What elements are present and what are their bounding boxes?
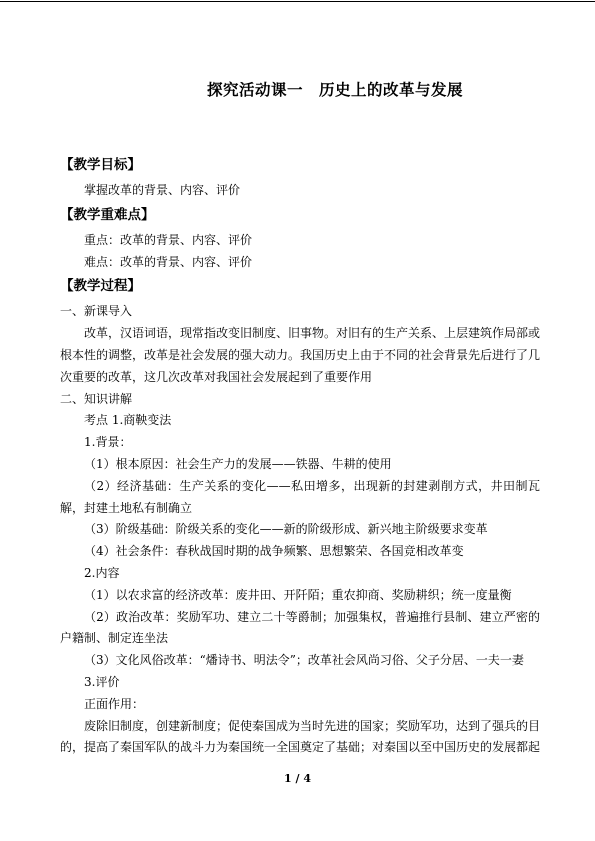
process-heading: 【教学过程】 <box>60 278 141 295</box>
page-number: 1 / 4 <box>284 772 311 785</box>
evaluation-positive-label: 正面作用： <box>84 696 145 711</box>
background-item-1: （1）根本原因：社会生产力的发展——铁器、牛耕的使用 <box>84 456 392 471</box>
content-item-2: （2）政治改革：奖励军功、建立二十等爵制；加强集权，普遍推行县制、建立严密的户籍制、制定连坐法 <box>60 609 540 646</box>
key-point: 重点：改革的背景、内容、评价 <box>84 232 253 247</box>
background-heading: 1.背景： <box>84 435 132 450</box>
intro-paragraph: 改革，汉语词语，现常指改变旧制度、旧事物。对旧有的生产关系、上层建筑作局部或根本性的调整，改革是社会发展的强大动力。我国历史上由于不同的社会背景先后进行了几次重要的改革，这几次改革对我国社会发展起到了重要作用 <box>60 326 541 384</box>
content-item-1: （1）以农求富的经济改革：废井田、开阡陌；重农抑商、奖励耕织；统一度量衡 <box>84 587 512 602</box>
goal-text: 掌握改革的背景、内容、评价 <box>84 183 241 197</box>
section-intro-heading: 一、新课导入 <box>60 304 133 319</box>
evaluation-heading: 3.评价 <box>84 674 120 689</box>
topic-1-heading: 考点 1.商鞅变法 <box>84 413 172 428</box>
evaluation-text: 废除旧制度，创建新制度；促使秦国成为当时先进的国家；奖励军功，达到了强兵的目的，提高了秦国军队的战斗力为秦国统一全国奠定了基础；对秦国以至中国历史的发展都起 <box>60 718 541 755</box>
difficult-point: 难点：改革的背景、内容、评价 <box>84 254 253 269</box>
content-item-3: （3）文化风俗改革：“燔诗书、明法令”；改革社会风尚习俗、父子分居、一夫一妻 <box>84 653 524 668</box>
goal-heading: 【教学目标】 <box>60 157 141 173</box>
key-heading: 【教学重难点】 <box>60 206 155 223</box>
top-rule <box>0 1 595 2</box>
section-knowledge-heading: 二、知识讲解 <box>60 391 133 406</box>
content-heading: 2.内容 <box>84 565 120 580</box>
document-page <box>60 78 540 759</box>
background-item-2: （2）经济基础：生产关系的变化——私田增多，出现新的封建剥削方式，井田制瓦解，封建土地私有制确立 <box>60 478 540 515</box>
document-title: 探究活动课一 历史上的改革与发展 <box>206 81 463 99</box>
background-item-3: （3）阶级基础：阶级关系的变化——新的阶级形成、新兴地主阶级要求变革 <box>84 522 488 537</box>
background-item-4: （4）社会条件：春秋战国时期的战争频繁、思想繁荣、各国竞相改革变 <box>84 544 464 559</box>
